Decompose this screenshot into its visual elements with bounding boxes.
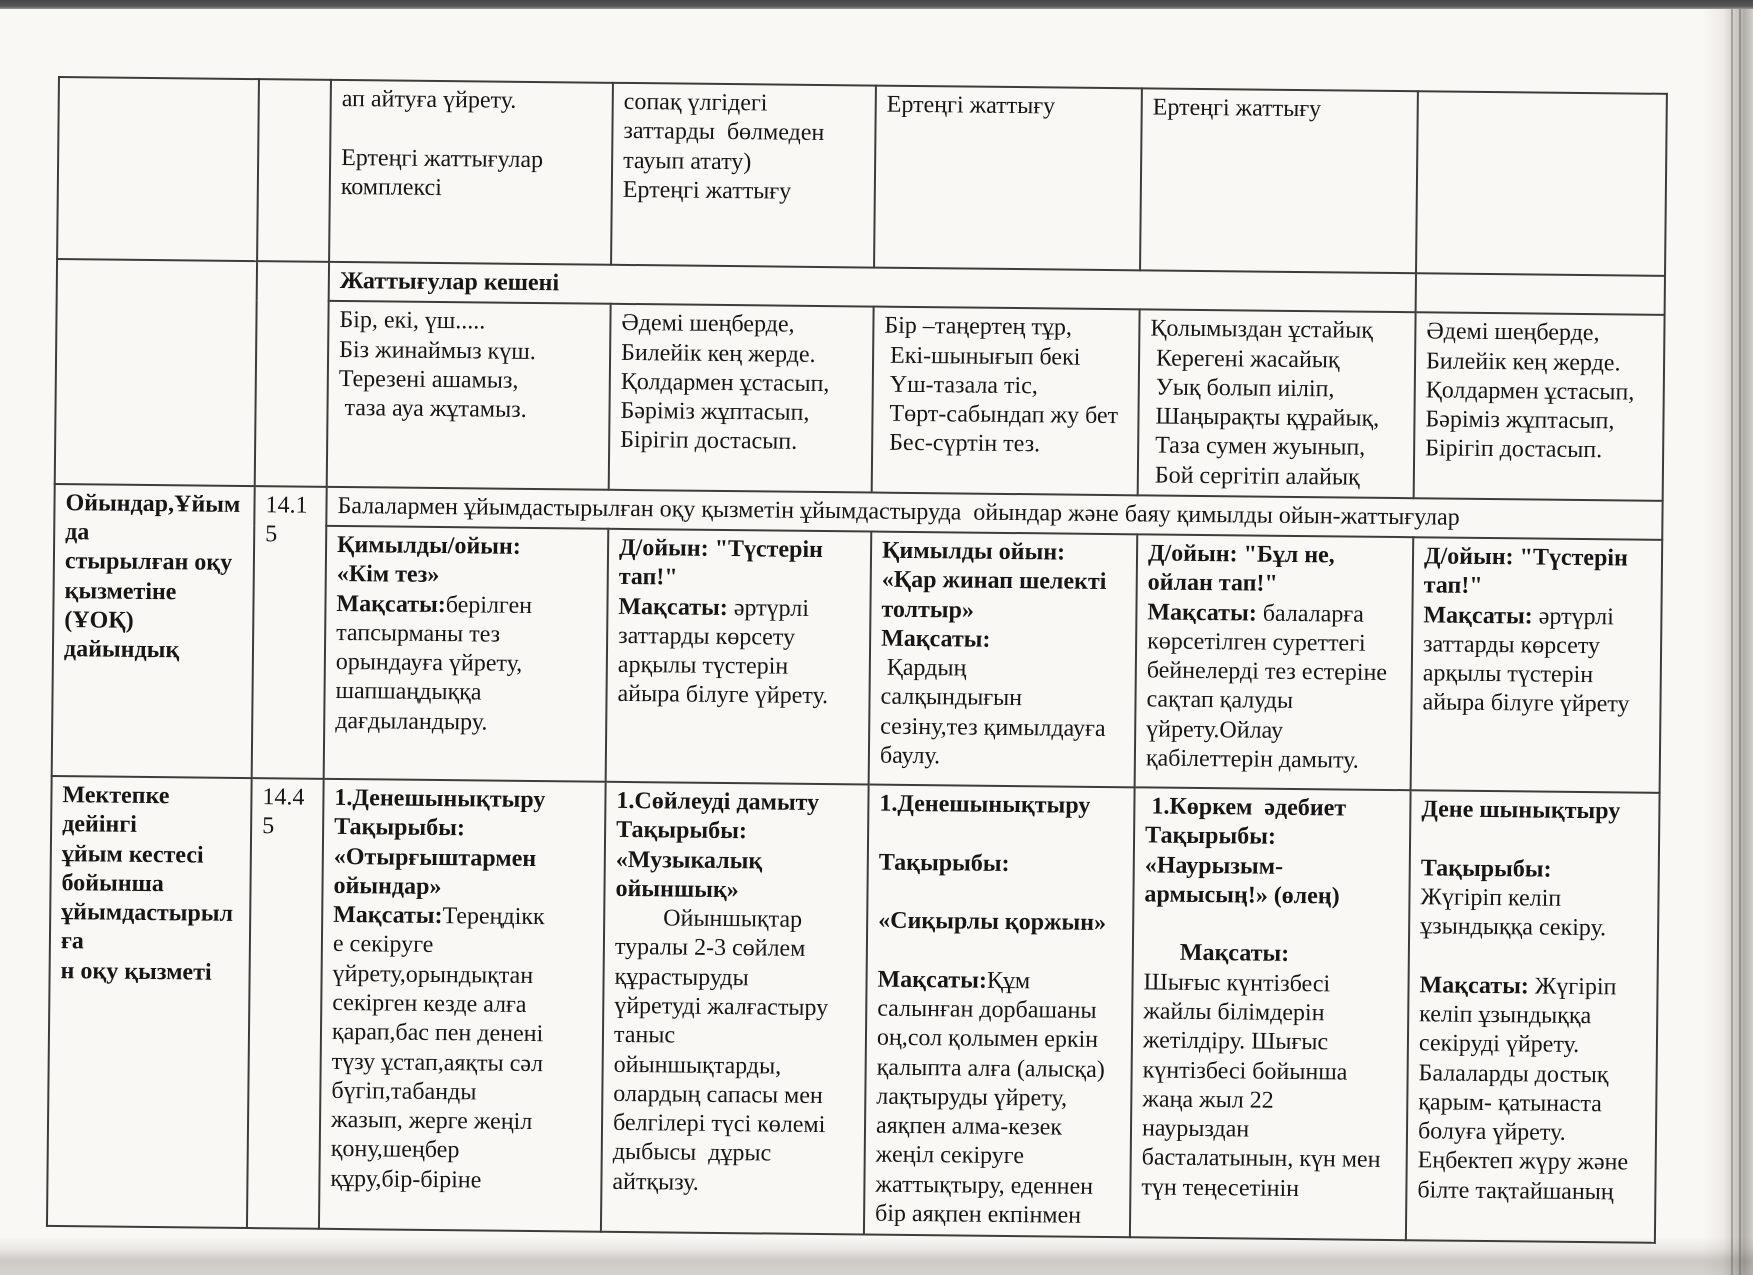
morning-cell-col7: [1416, 91, 1667, 276]
lesson-cell-col5: 1.Денешынықтыру Тақырыбы: «Сиқырлы қоржын» Мақсаты:Құм салынған дорбашаны оң,сол қолымен еркін қалыпта алға (алысқа) лақтыруды үйрету, аяқпен алма-кезек жеңіл секіруге жаттықтыру, еденнен бір аяқпен екпінмен: [864, 785, 1135, 1238]
lessons-section-label: Мектепке дейінгі ұйым кестесі бойынша ұйымдастырылға н оқу қызметі: [47, 776, 252, 1228]
lesson-cell-col6: 1.Көркем әдебиет Тақырыбы: «Наурызым- армысың!» (өлең) Мақсаты: Шығыс күнтізбесі жайлы білімдерін жетілдіру. Шығыс күнтізбесі бойынша жаңа жыл 22 наурыздан басталатынын, күн мен түн теңесетінін: [1130, 787, 1411, 1240]
exercises-header-cell: Жаттығулар кешені: [329, 262, 1416, 313]
lessons-time-cell: 14.45: [247, 778, 324, 1229]
game-cell-col7: Д/ойын: "Түстерін тап!" Мақсаты: әртүрлі заттарды көрсету арқылы түстерін айыра білуге үйрету: [1411, 537, 1663, 793]
empty-cell-r1c1: [57, 77, 259, 261]
page-edge-streak: [1731, 9, 1733, 1275]
morning-cell-col6: Ертеңгі жаттығу: [1140, 88, 1418, 273]
verse-cell-col7: Әдемі шеңберде, Билейік кең жерде. Қолдармен ұстасып, Бәріміз жұптасып, Бірігіп достасып.: [1414, 312, 1665, 500]
empty-cell-r2c1: [55, 259, 257, 486]
document-sheet: [46, 76, 1668, 1244]
empty-cell-r2c2: [255, 261, 329, 487]
page-edge-streak: [1739, 9, 1741, 1275]
morning-cell-col3: ап айтуға үйрету. Ертеңгі жаттығулар комплексі: [329, 80, 613, 265]
morning-cell-col4: сопақ үлгідегі заттарды бөлмеден тауып атату) Ертеңгі жаттығу: [611, 83, 876, 268]
lesson-cell-col3: 1.Денешынықтыру Тақырыбы: «Отырғыштармен ойындар» Мақсаты:Тереңдікк е секіруге үйрету,орындықтан секірген кезде алға қарап,бас пен денені түзу ұстап,аяқты сәл бүгіп,табанды жазып, жерге жеңіл қону,шеңбер құру,бір-біріне: [319, 779, 606, 1232]
game-cell-col4: Д/ойын: "Түстерін тап!" Мақсаты: әртүрлі заттарды көрсету арқылы түстерін айыра білуге үйрету.: [606, 529, 872, 785]
games-section-label: Ойындар,Ұйымда стырылған оқу қызметіне (ҰОҚ) дайындық: [52, 484, 255, 778]
scan-top-edge: [0, 0, 1753, 9]
games-banner-cell: Балалармен ұйымдастырылған оқу қызметін ұйымдастыруда ойындар және баяу қимылды ойын-жаттығулар: [326, 487, 1662, 540]
morning-exercise-row: [57, 77, 1667, 276]
game-cell-col5: Қимылды ойын: «Қар жинап шелекті толтыр» Мақсаты: Қардың салқындығын сезіну,тез қимылдауға баулу.: [869, 532, 1138, 788]
morning-cell-col5: Ертеңгі жаттығу: [874, 86, 1142, 271]
schedule-table: [46, 76, 1668, 1244]
verse-cell-col5: Бір –таңертең тұр, Екі-шынығып бекі Үш-тазала тіс, Төрт-сабындап жу бет Бес-сүртін тез.: [872, 307, 1140, 495]
page-right-edge: [1703, 9, 1753, 1275]
verse-cell-col4: Әдемі шеңберде, Билейік кең жерде. Қолдармен ұстасып, Бәріміз жұптасып, Бірігіп достасып.: [609, 304, 874, 492]
verse-cell-col6: Қолымыздан ұстайық Керегені жасайық Уық болып иіліп, Шаңырақты құрайық, Таза сумен жуынып, Бой сергітіп алайық: [1138, 310, 1416, 498]
game-cell-col3: Қимылды/ойын: «Кім тез» Мақсаты:берілген тапсырманы тез орындауға үйрету, шапшаңдыққа дағдыландыру.: [324, 526, 609, 782]
lessons-row: [47, 776, 1660, 1243]
game-cell-col6: Д/ойын: "Бұл не, ойлан тап!" Мақсаты: балаларға көрсетілген суреттегі бейнелерді тез естеріне сақтап қалуды үйрету.Ойлау қабілеттерін дамыту.: [1135, 534, 1414, 790]
page-bottom-edge: [0, 1237, 1753, 1275]
empty-cell-r2c7: [1416, 273, 1665, 315]
lesson-cell-col7: Дене шынықтыру Тақырыбы: Жүгіріп келіп ұзындыққа секіру. Мақсаты: Жүгіріп келіп ұзындыққа секіруді үйрету. Балаларды достық қарым- қатынаста болуға үйрету. Еңбектеп жүру және білте тақтайшаның: [1406, 790, 1660, 1243]
empty-cell-r1c2: [257, 79, 331, 262]
games-time-cell: 14.15: [252, 486, 327, 779]
verse-cell-col3: Бір, екі, үш..... Біз жинаймыз күш. Терезені ашамыз, таза ауа жұтамыз.: [327, 301, 611, 490]
lesson-cell-col4: 1.Сөйлеуді дамыту Тақырыбы: «Музыкалық ойыншық» Ойыншықтар туралы 2-3 сөйлем құрастыруды үйретуді жалғастыру таныс ойыншықтарды, олардың сапасы мен белгілері түсі көлемі дыбысы дұрыс айтқызу.: [601, 782, 869, 1235]
